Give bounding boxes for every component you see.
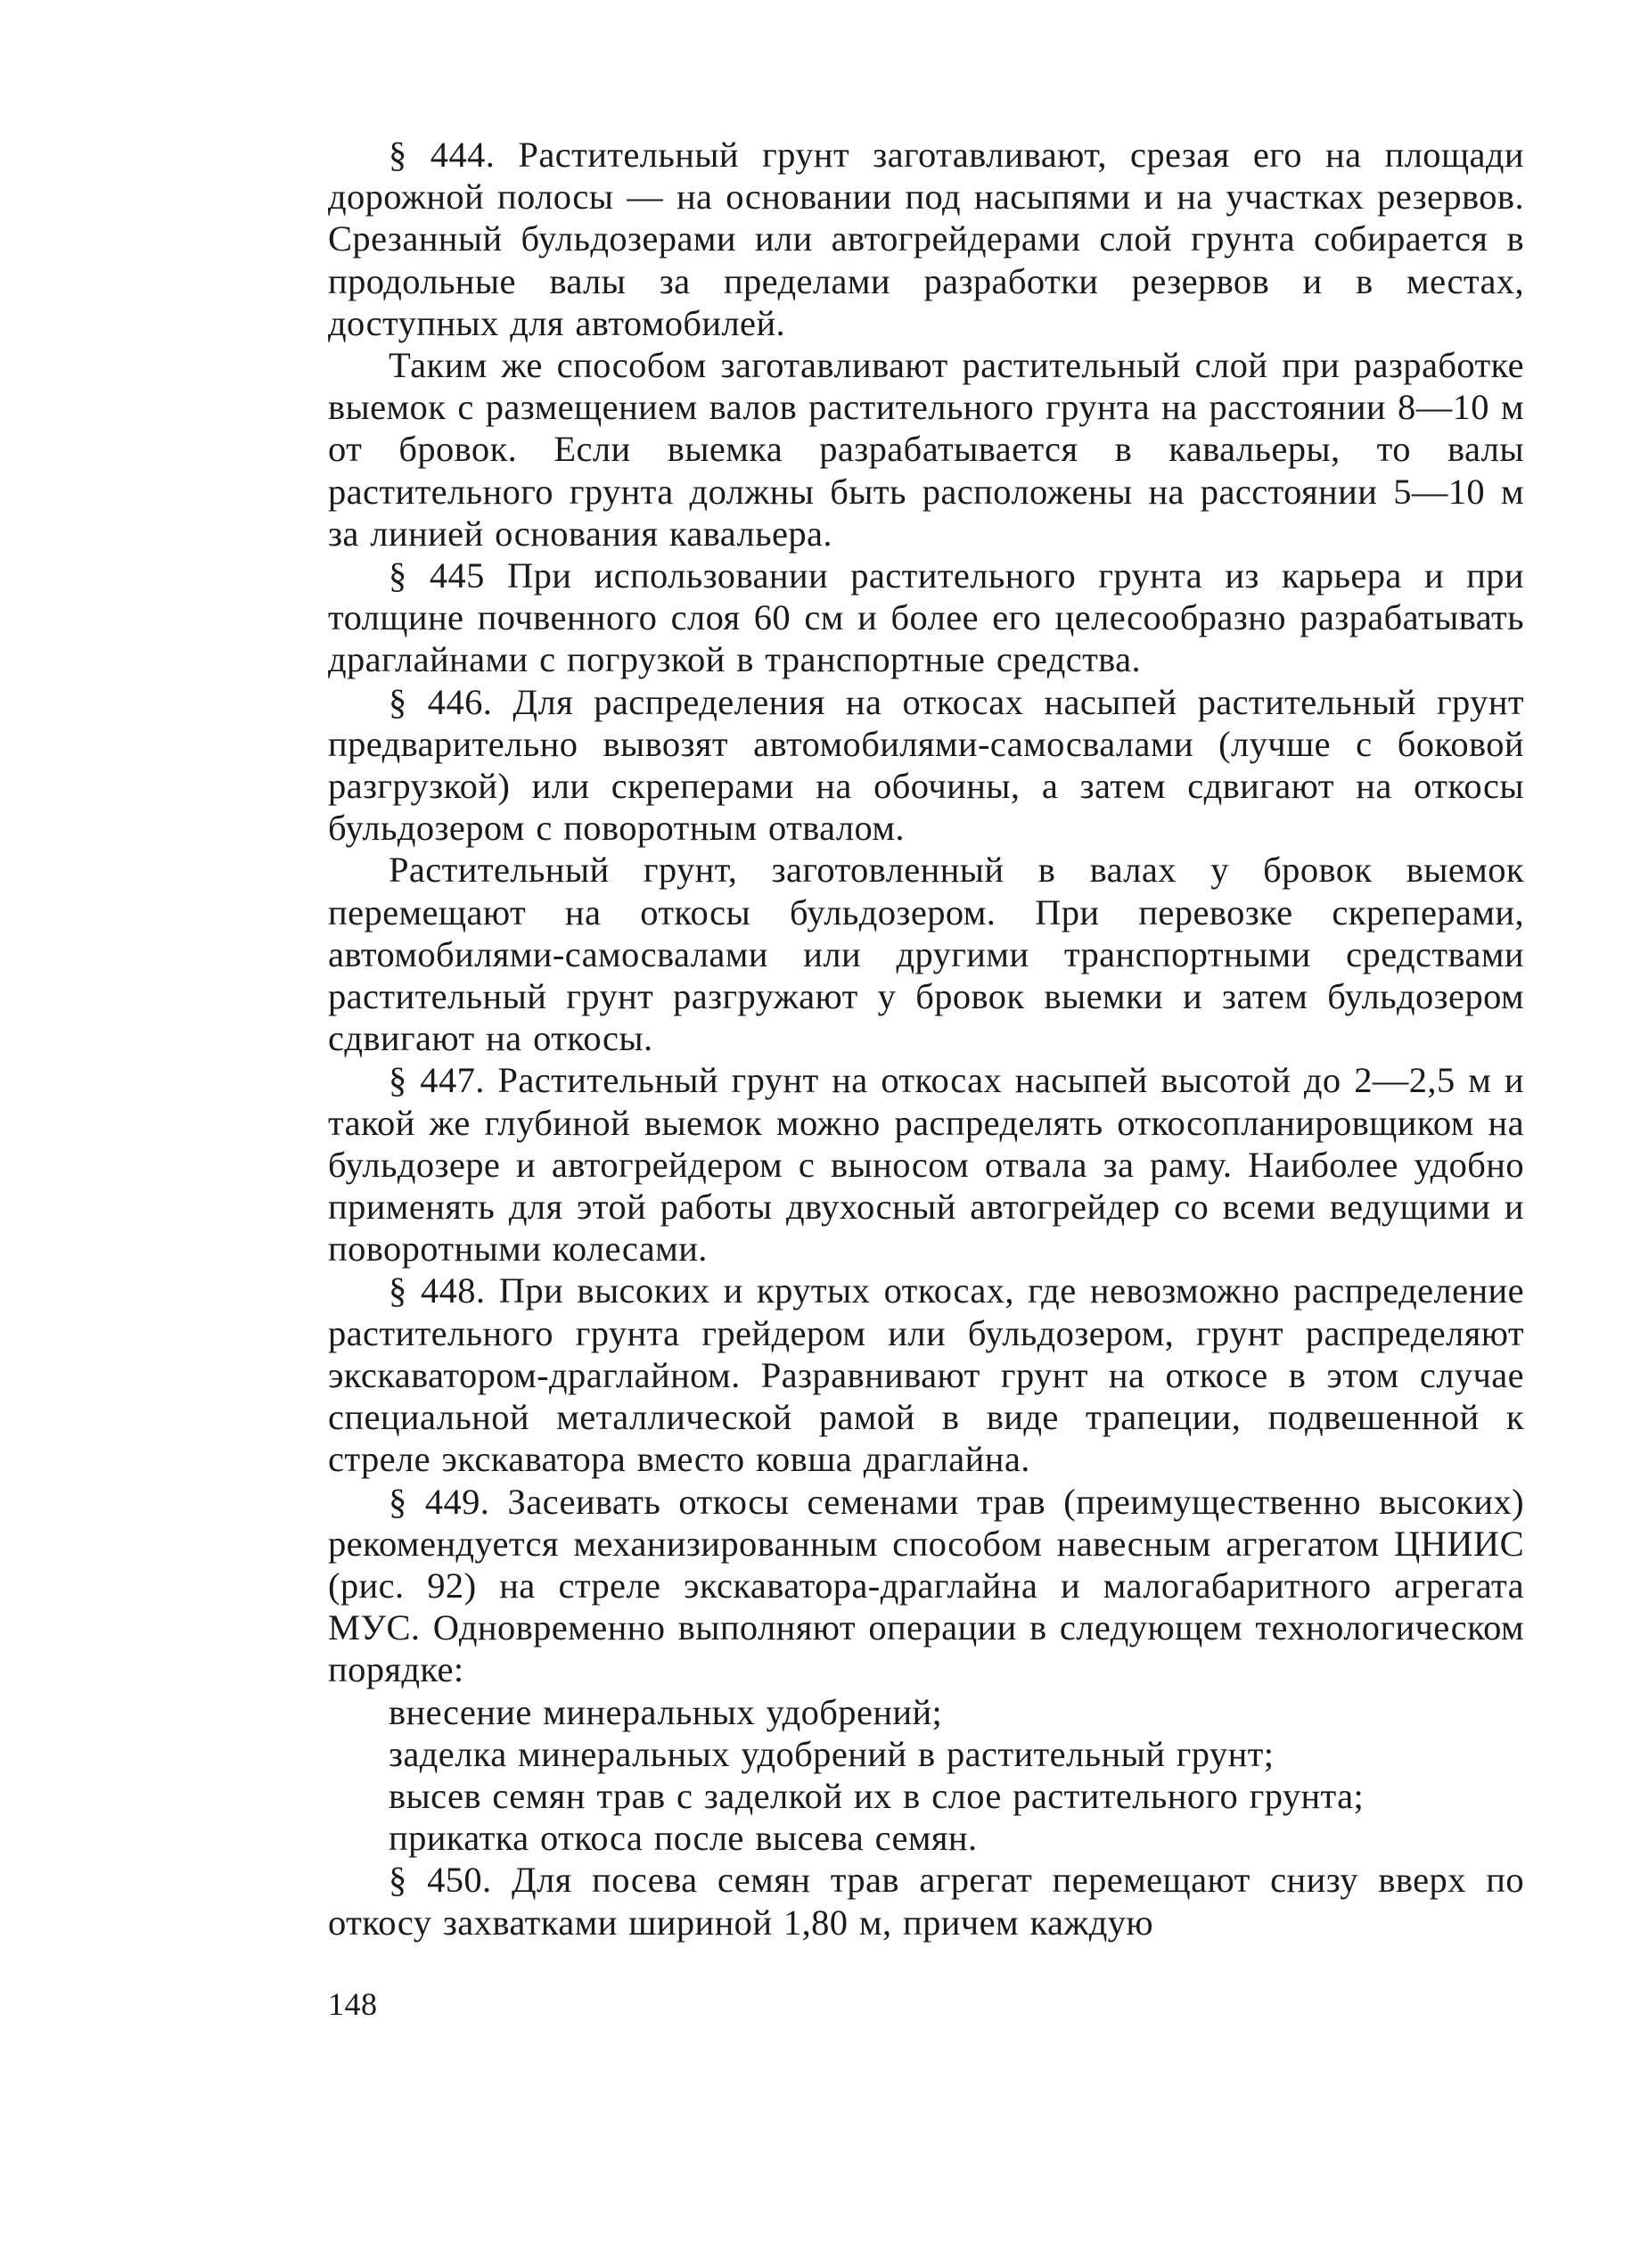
paragraph-446: § 446. Для распределения на откосах насыпей растительный грунт предварительно вывозят автомобилями-самосвалами (лучше с боковой разгрузкой) или скреперами на обочины, а затем сдвигают на откосы бульдозером с поворотным отвалом. [328, 681, 1524, 849]
page-body [328, 134, 1524, 1943]
list-item: высев семян трав с заделкой их в слое растительного грунта; [389, 1775, 1365, 1816]
operations-list [328, 1691, 1524, 1860]
paragraph-445: § 445 При использовании растительного грунта из карьера и при толщине почвенного слоя 60 см и более его целесообразно разрабатывать драглайнами с погрузкой в транспортные средства. [328, 555, 1524, 680]
list-item: прикатка откоса после высева семян. [389, 1818, 978, 1859]
paragraph-446-continued: Растительный грунт, заготовленный в валах у бровок выемок перемещают на откосы бульдозером. При перевозке скреперами, автомобилями-самосвалами или другими транспортными средствами растительный грунт разгружают у бровок выемки и затем бульдозером сдвигают на откосы. [328, 850, 1524, 1059]
list-item: заделка минеральных удобрений в растительный грунт; [389, 1733, 1275, 1774]
paragraph-444: § 444. Растительный грунт заготавливают, срезая его на площади дорожной полосы — на основании под насыпями и на участках резервов. Срезанный бульдозерами или автогрейдерами слой грунта собирается в продольные валы за пределами разработки резервов и в местах, доступных для автомобилей. [328, 135, 1524, 343]
page-number: 148 [328, 1986, 378, 2022]
paragraph-444-continued: Таким же способом заготавливают растительный слой при разработке выемок с размещением валов растительного грунта на расстоянии 8—10 м от бровок. Если выемка разрабатывается в кавальеры, то валы растительного грунта должны быть расположены на расстоянии 5—10 м за линией основания кавальера. [328, 345, 1524, 554]
paragraph-447: § 447. Растительный грунт на откосах насыпей высотой до 2—2,5 м и такой же глубиной выемок можно распределять откосопланировщиком на бульдозере и автогрейдером с выносом отвала за раму. Наиболее удобно применять для этой работы двухосный автогрейдер со всеми ведущими и поворотными колесами. [328, 1060, 1524, 1270]
list-item: внесение минеральных удобрений; [389, 1691, 943, 1732]
paragraph-448: § 448. При высоких и крутых откосах, где невозможно распределение растительного грунта грейдером или бульдозером, грунт распределяют экскаватором-драглайном. Разравнивают грунт на откосе в этом случае специальной металлической рамой в виде трапеции, подвешенной к стреле экскаватора вместо ковша драглайна. [328, 1270, 1524, 1480]
paragraph-450: § 450. Для посева семян трав агрегат перемещают снизу вверх по откосу захватками шириной 1,80 м, причем каждую [328, 1860, 1524, 1943]
paragraph-449: § 449. Засеивать откосы семенами трав (преимущественно высоких) рекомендуется механизированным способом навесным агрегатом ЦНИИС (рис. 92) на стреле экскаватора-драглайна и малогабаритного агрегата МУС. Одновременно выполняют операции в следующем технологическом порядке: [328, 1481, 1524, 1690]
